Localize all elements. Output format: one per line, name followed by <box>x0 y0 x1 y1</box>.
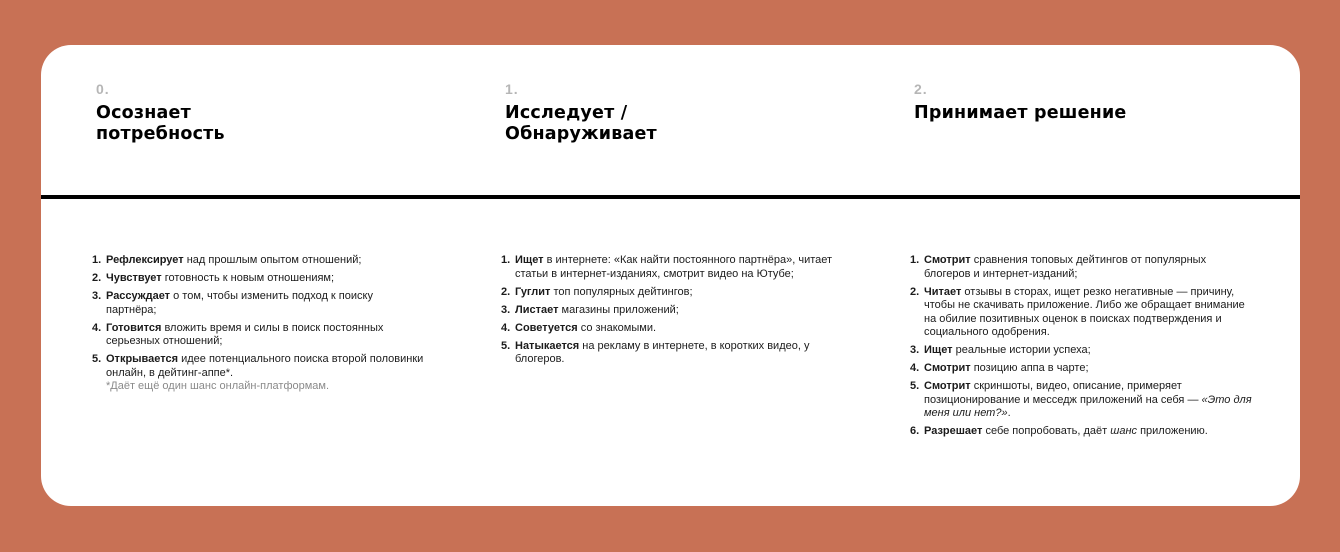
step-item <box>910 344 1254 358</box>
step-number: 2. <box>501 285 511 298</box>
step-text: себе попробовать, даёт <box>982 425 1111 437</box>
step-number: 5. <box>910 380 920 392</box>
step-text: позицию аппа в чарте; <box>970 362 1089 374</box>
step-number: 1. <box>910 254 920 266</box>
step-number: 4. <box>501 321 511 334</box>
step-verb: Натыкается <box>515 339 580 352</box>
step-number: 1. <box>92 254 102 266</box>
step-number: 6. <box>910 425 920 437</box>
step-item <box>910 425 1254 439</box>
step-tail-text: приложению. <box>1137 425 1208 437</box>
step-verb: Рассуждает <box>106 290 171 302</box>
step-verb: Смотрит <box>924 362 971 374</box>
stage-steps-list <box>92 254 426 398</box>
step-text: на рекламу в интернете, в коротких видео, у блогеров. <box>515 339 810 365</box>
footnote: *Даёт ещё один шанс онлайн-платформам. <box>106 380 330 392</box>
step-item <box>910 362 1254 376</box>
stage-title-line: потребность <box>96 124 225 144</box>
step-verb: Ищет <box>924 344 953 356</box>
step-item <box>92 290 426 317</box>
step-verb: Смотрит <box>924 254 971 266</box>
step-number: 5. <box>501 339 511 352</box>
step-number: 2. <box>92 272 102 284</box>
step-verb: Читает <box>924 285 962 298</box>
step-number: 1. <box>501 254 511 266</box>
step-number: 4. <box>910 362 920 374</box>
step-text: готовность к новым отношениям; <box>161 272 335 284</box>
stage-title-line: Осознает <box>96 103 191 123</box>
stage-number: 0. <box>96 81 110 97</box>
step-item <box>92 254 426 268</box>
step-text: вложить время и силы в поиск постоянных серьезных отношений; <box>106 321 384 347</box>
step-item <box>501 254 835 281</box>
step-verb: Разрешает <box>924 425 983 437</box>
step-text: в интернете: «Как найти постоянного партнёра», читает статьи в интернет-изданиях, смотрит видео на Ютубе; <box>515 254 833 280</box>
step-item <box>92 353 426 394</box>
step-verb: Ищет <box>515 254 544 266</box>
step-verb: Открывается <box>106 353 179 365</box>
step-item <box>501 322 835 336</box>
step-item <box>92 272 426 286</box>
stage-title-line: Принимает решение <box>914 103 1127 123</box>
step-verb: Советуется <box>515 321 578 334</box>
step-text: идее потенциального поиска второй половинки онлайн, в дейтинг-аппе*. <box>106 353 424 379</box>
stage-title <box>96 103 225 145</box>
step-verb: Листает <box>515 303 559 316</box>
step-number: 3. <box>910 344 920 356</box>
step-number: 3. <box>92 290 102 302</box>
step-text: магазины приложений; <box>558 303 679 316</box>
step-tail-text: . <box>1007 407 1011 419</box>
step-text: отзывы в сторах, ищет резко негативные — причину, чтобы не скачивать приложение. Либо же обращает внимание на обилие позитивных оценок в поисках подтверждения и социального одобрения. <box>924 285 1245 338</box>
step-verb: Рефлексирует <box>106 254 184 266</box>
step-text: скриншоты, видео, описание, примеряет позиционирование и месседж приложений на себя — <box>924 380 1199 406</box>
stage-title <box>914 103 1126 124</box>
stage-number: 2. <box>914 81 928 97</box>
step-item <box>501 286 835 300</box>
step-item <box>92 322 426 349</box>
step-item <box>910 286 1254 340</box>
stage-steps-list <box>501 254 835 371</box>
step-number: 5. <box>92 353 102 365</box>
stage-title-line: Исследует / <box>505 103 628 123</box>
step-text: со знакомыми. <box>577 321 657 334</box>
journey-card <box>41 45 1300 506</box>
step-number: 4. <box>92 321 102 334</box>
step-number: 3. <box>501 303 511 316</box>
stage-number: 1. <box>505 81 519 97</box>
stage-steps-list <box>910 254 1254 443</box>
step-item <box>910 380 1254 421</box>
step-text: реальные истории успеха; <box>952 344 1091 356</box>
step-verb: Гуглит <box>515 285 551 298</box>
step-text: топ популярных дейтингов; <box>550 285 693 298</box>
header-divider <box>41 195 1300 199</box>
step-item <box>910 254 1254 281</box>
stage-title <box>505 103 657 145</box>
step-text: сравнения топовых дейтингов от популярных блогеров и интернет-изданий; <box>924 254 1207 280</box>
step-italic-text: «Это для меня или нет?» <box>924 393 1252 419</box>
stage-title-line: Обнаруживает <box>505 124 657 144</box>
step-text: о том, чтобы изменить подход к поиску партнёра; <box>106 290 373 316</box>
step-verb: Смотрит <box>924 380 971 392</box>
step-item <box>501 340 835 367</box>
step-item <box>501 304 835 318</box>
step-verb: Чувствует <box>106 272 162 284</box>
step-number: 2. <box>910 285 920 298</box>
step-italic-text: шанс <box>1110 425 1138 437</box>
step-verb: Готовится <box>106 321 162 334</box>
step-text: над прошлым опытом отношений; <box>183 254 362 266</box>
